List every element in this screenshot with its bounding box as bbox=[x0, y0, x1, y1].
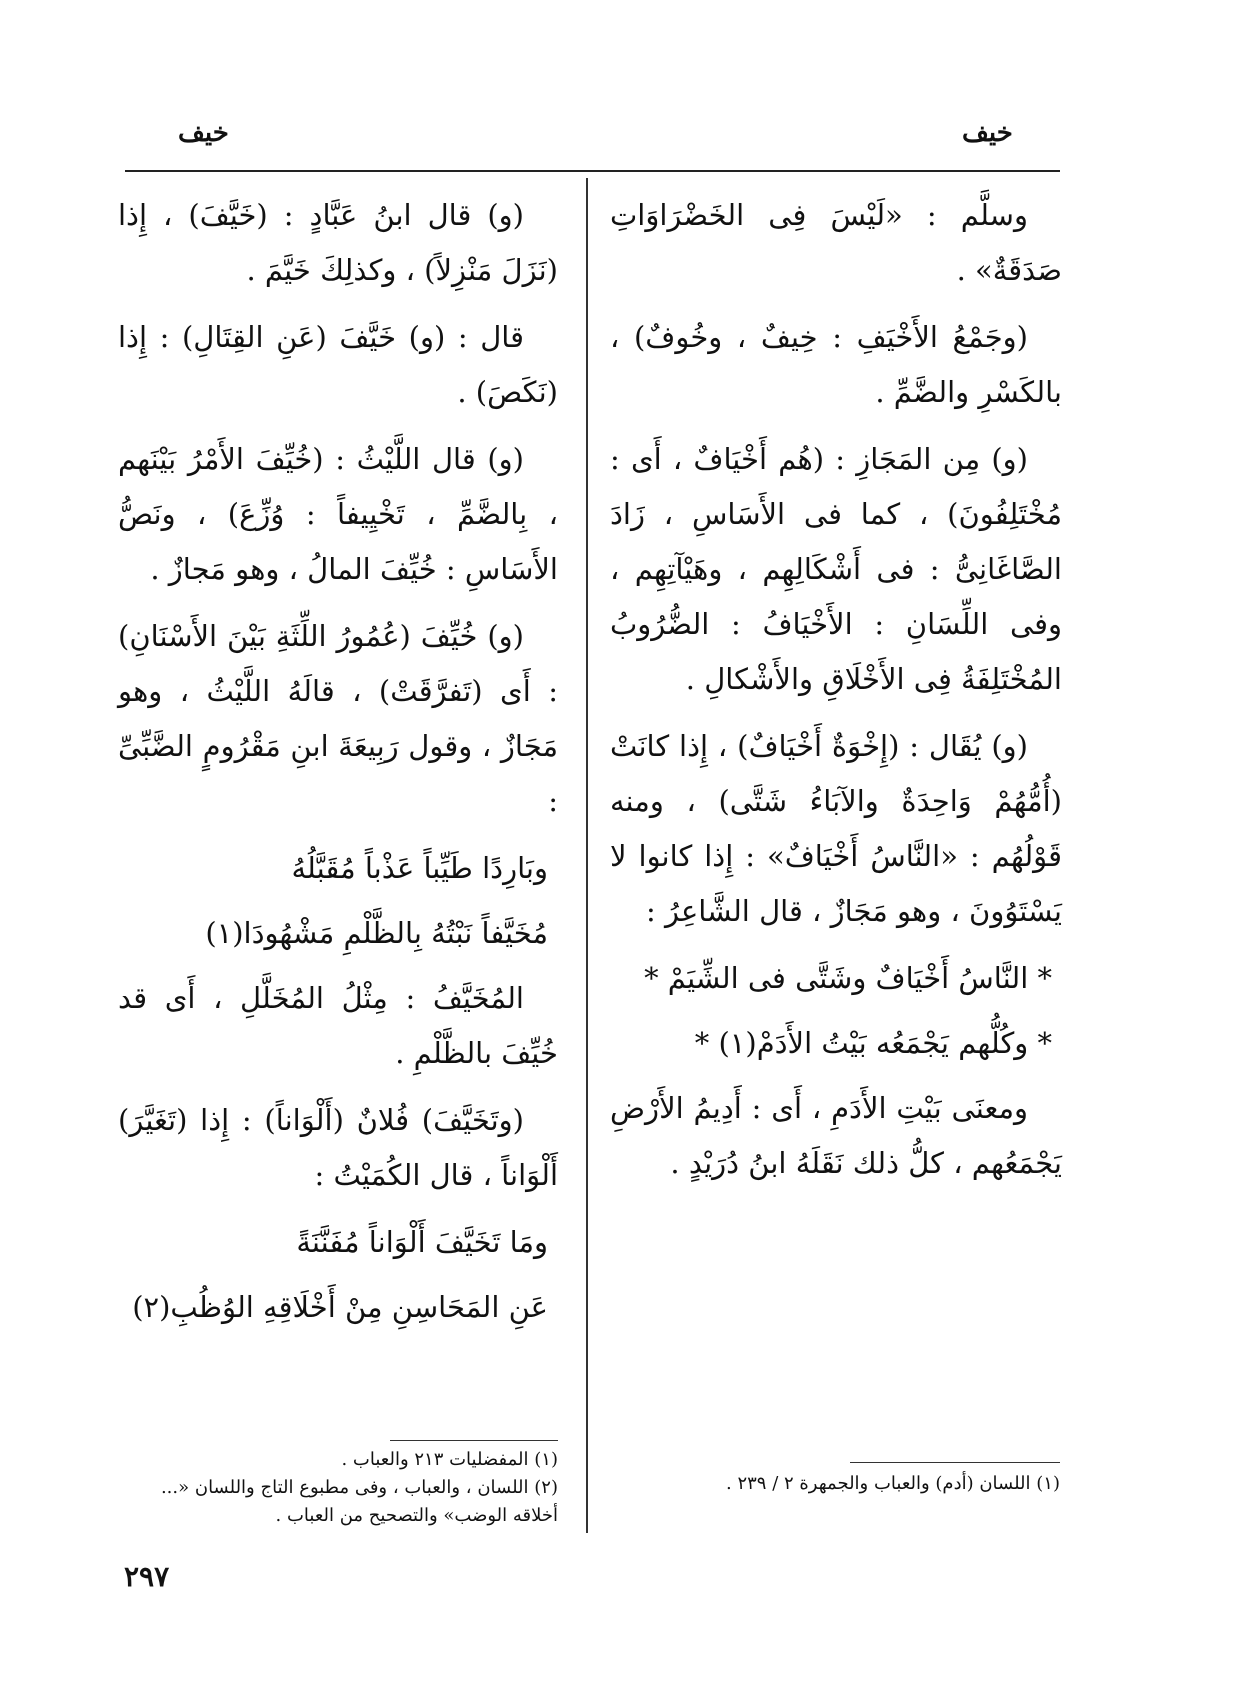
paragraph: وسلَّم : «لَيْسَ فِى الخَضْرَاوَاتِ صَدَقَةٌ» . bbox=[610, 198, 1062, 287]
paragraph: ومعنَى بَيْتِ الأَدَمِ ، أَى : أَدِيمُ الأَرْضِ يَجْمَعُهم ، كلُّ ذلك نَقَلَهُ ابنُ دُرَيْدٍ . bbox=[610, 1091, 1062, 1180]
page-number: ٢٩٧ bbox=[124, 1560, 170, 1593]
paragraph: قال : (و) خَيَّفَ (عَنِ القِتَالِ) : إِذا (نَكَصَ) . bbox=[118, 320, 558, 409]
footnote-rule bbox=[850, 1462, 1060, 1463]
verse-line: * وكُلُّهم يَجْمَعُه بَيْتُ الأَدَمْ(١) * bbox=[694, 1026, 1052, 1060]
verse-line: عَنِ المَحَاسِنِ مِنْ أَخْلَاقِهِ الوُظُبِ(٢) bbox=[132, 1290, 548, 1324]
paragraph: (و) مِن المَجَازِ : (هُم أَخْيَافٌ ، أَى : مُخْتَلِفُونَ) ، كما فى الأَسَاسِ ، زَادَ الصَّاغَانِىُّ : فى أَشْكَالِهِم ، وهَيْآتِهِم ، وفى اللِّسَانِ : الأَخْيَافُ : الضُّرُوبُ المُخْتَلِفَةُ فِى الأَخْلَاقِ والأَشْكالِ . bbox=[610, 442, 1062, 696]
paragraph: (وتَخَيَّفَ) فُلانٌ (أَلْوَاناً) : إِذا (تَغَيَّرَ) أَلْوَاناً ، قال الكُمَيْتُ : bbox=[118, 1103, 558, 1192]
footnotes bbox=[118, 1446, 558, 1530]
column-divider bbox=[586, 178, 588, 1533]
paragraph: (و) قال اللَّيْثُ : (خُيِّفَ الأَمْرُ بَيْنَهم ، بِالضَّمِّ ، تَخْيِيفاً : وُزِّعَ) ، ونَصُّ الأَسَاسِ : خُيِّفَ المالُ ، وهو مَجازٌ . bbox=[118, 442, 558, 586]
paragraph: (وجَمْعُ الأَخْيَفِ : خِيفٌ ، وخُوفٌ) ، بالكَسْرِ والضَّمِّ . bbox=[610, 320, 1062, 409]
header-left-word: خيف bbox=[178, 118, 229, 148]
paragraph: المُخَيَّفُ : مِثْلُ المُخَلَّلِ ، أَى قد خُيِّفَ بالظَّلْمِ . bbox=[118, 981, 558, 1070]
verse-line: مُخَيَّفاً نَبْتُهُ بِالظَّلْمِ مَشْهُودَا(١) bbox=[205, 916, 548, 950]
verse-line: وبَارِدًا طَيِّباً عَذْباً مُقَبَّلُهُ bbox=[291, 851, 548, 885]
header-right-word: خيف bbox=[962, 118, 1013, 148]
footnote: (١) اللسان (أدم) والعباب والجمهرة ٢ / ٢٣٩ . bbox=[726, 1473, 1060, 1494]
paragraph: (و) قال ابنُ عَبَّادٍ : (خَيَّفَ) ، إِذا (نَزَلَ مَنْزِلاً) ، وكذلِكَ خَيَّمَ . bbox=[118, 198, 558, 287]
paragraph: (و) يُقَال : (إِخْوَةٌ أَخْيَافٌ) ، إِذا كانَتْ (أُمُّهُمْ وَاحِدَةٌ والآبَاءُ شَتَّى) ، ومنه قَوْلُهُم : «النَّاسُ أَخْيَافٌ» : إِذا كانوا لا يَسْتَوُونَ ، وهو مَجَازٌ ، قال الشَّاعِرُ : bbox=[610, 729, 1062, 928]
verse-line: * النَّاسُ أَخْيَافٌ وشَتَّى فى الشِّيَمْ * bbox=[644, 961, 1052, 995]
left-column bbox=[118, 188, 558, 1345]
footnote-rule bbox=[390, 1440, 558, 1441]
paragraph: (و) خُيِّفَ (عُمُورُ اللِّثَةِ بَيْنَ الأَسْنَانِ) : أَى (تَفرَّقَتْ) ، قالَهُ اللَّيْثُ ، وهو مَجَازٌ ، وقول رَبِيعَةَ ابنِ مَقْرُومٍ الضَّبِّىِّ : bbox=[118, 619, 558, 818]
footnote: (١) المفضليات ٢١٣ والعباب . bbox=[341, 1449, 558, 1470]
footnote: (٢) اللسان ، والعباب ، وفى مطبوع التاج واللسان «... أخلاقه الوضب» والتصحيح من العباب . bbox=[160, 1477, 558, 1526]
header-rule bbox=[125, 170, 1060, 172]
verse-line: ومَا تَخَيَّفَ أَلْوَاناً مُفَنَّنَةً bbox=[296, 1225, 548, 1259]
right-column bbox=[610, 188, 1062, 1203]
